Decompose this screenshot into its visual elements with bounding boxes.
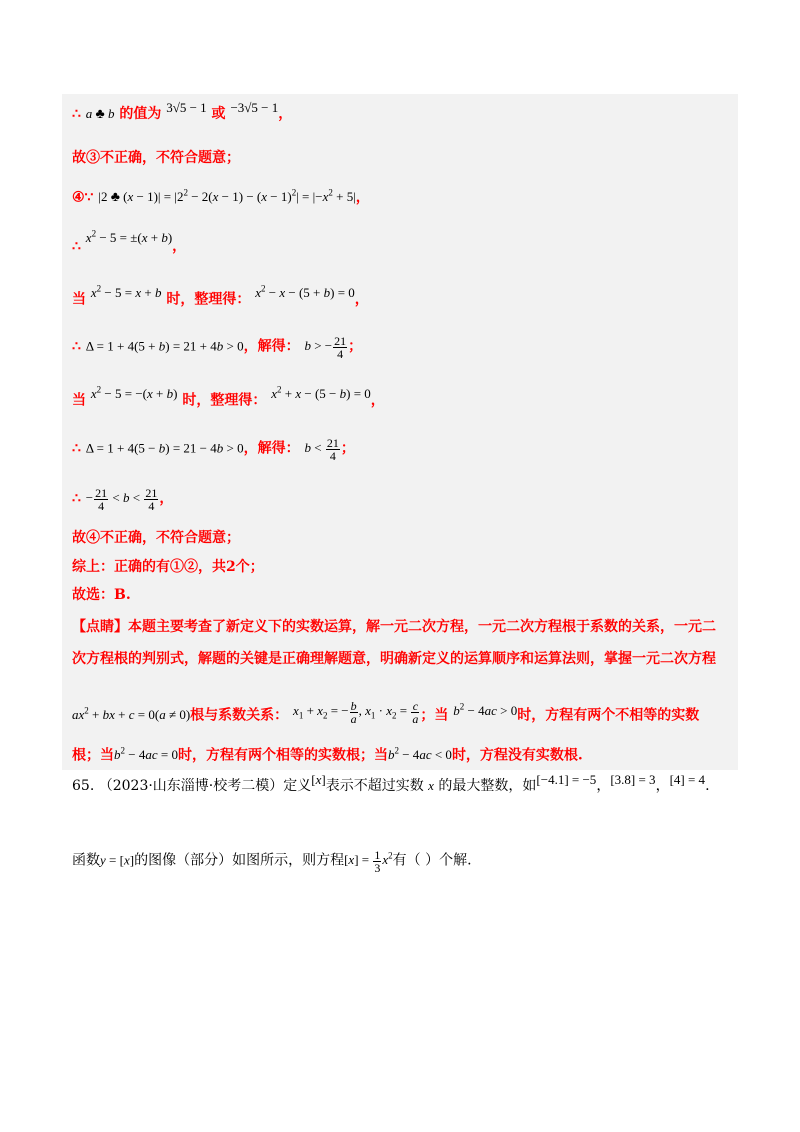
spade-icon: ♣	[95, 107, 105, 122]
question-line-2: 函数y = [x]的图像（部分）如图所示，则方程[x] = $\frac{1}{3}$ $x^2$有（ ）个解.	[72, 847, 472, 875]
tip-line-1: 【点睛】本题主要考查了新定义下的实数运算，解一元二次方程，一元二次方程根于系数的关系，一元二	[72, 619, 716, 635]
solution-line-6: ∴ Δ = 1 + 4(5 + b) = 21 + 4b > 0，解得： b > − $\frac{21}{4}$ ；	[72, 334, 363, 361]
solution-line-1: ∴ a ♣ b 的值为 3√5 − 1 或 −3√5 − 1，	[72, 100, 293, 122]
solution-line-3: ④∵ |2 ♣ $(x - 1)| = |2^2 - 2(x - 1) - (x - 1)^2| = |-x^2 + 5|$，	[72, 188, 370, 206]
solution-line-11: 综上：正确的有①②，共2个；	[72, 559, 264, 575]
solution-line-7: 当 $x^2 - 5 = -(x + b)$ 时，整理得： $x^2 + x - (5 - b) = 0$，	[72, 385, 385, 409]
solution-line-8: ∴ Δ = 1 + 4(5 − b) = 21 − 4b > 0，解得： b < $\frac{21}{4}$ ；	[72, 436, 355, 463]
question-line-1: 65. （2023·山东淄博·校考二模）定义[x]表示不超过实数 x 的最大整数，如[−4.1] = −5，[3.8] = 3，[4] = 4.	[72, 772, 710, 794]
spade-icon: ♣	[110, 190, 120, 206]
question-source: （2023·山东淄博·校考二模）	[98, 778, 284, 794]
solution-line-9: ∴ − $\frac{21}{4}$ < b < $\frac{21}{4}$ ，	[72, 486, 174, 513]
solution-line-2: 故③不正确，不符合题意；	[72, 150, 240, 166]
solution-line-5: 当 $x^2 - 5 = x + b$ 时，整理得： $x^2 - x - (5 + b) = 0$，	[72, 284, 369, 308]
solution-line-4: ∴ $x^2 - 5 = \pm(x + b)$，	[72, 229, 187, 255]
tip-line-3: $ax^2$ + bx + c = 0(a ≠ 0)根与系数关系： $x_1 + x_2$ = − $\frac{b}{a}$ , $x_1 \cdot x_2$ = $\frac{c}{a}$ ；当 $b^2 - 4ac > 0$时，方程有两个不相等的实数	[72, 698, 700, 726]
tip-label: 【点睛】	[72, 619, 128, 635]
question-number: 65.	[72, 778, 95, 794]
tip-line-2: 次方程根的判别式，解题的关键是正确理解题意，明确新定义的运算顺序和运算法则，掌握一元二次方程	[72, 651, 716, 667]
tip-line-4: 根；当$b^2 - 4ac = 0$时，方程有两个相等的实数根；当$b^2 - 4ac < 0$时，方程没有实数根.	[72, 746, 583, 764]
solution-line-12: 故选：B.	[72, 587, 131, 603]
solution-line-10: 故④不正确，不符合题意；	[72, 530, 240, 546]
